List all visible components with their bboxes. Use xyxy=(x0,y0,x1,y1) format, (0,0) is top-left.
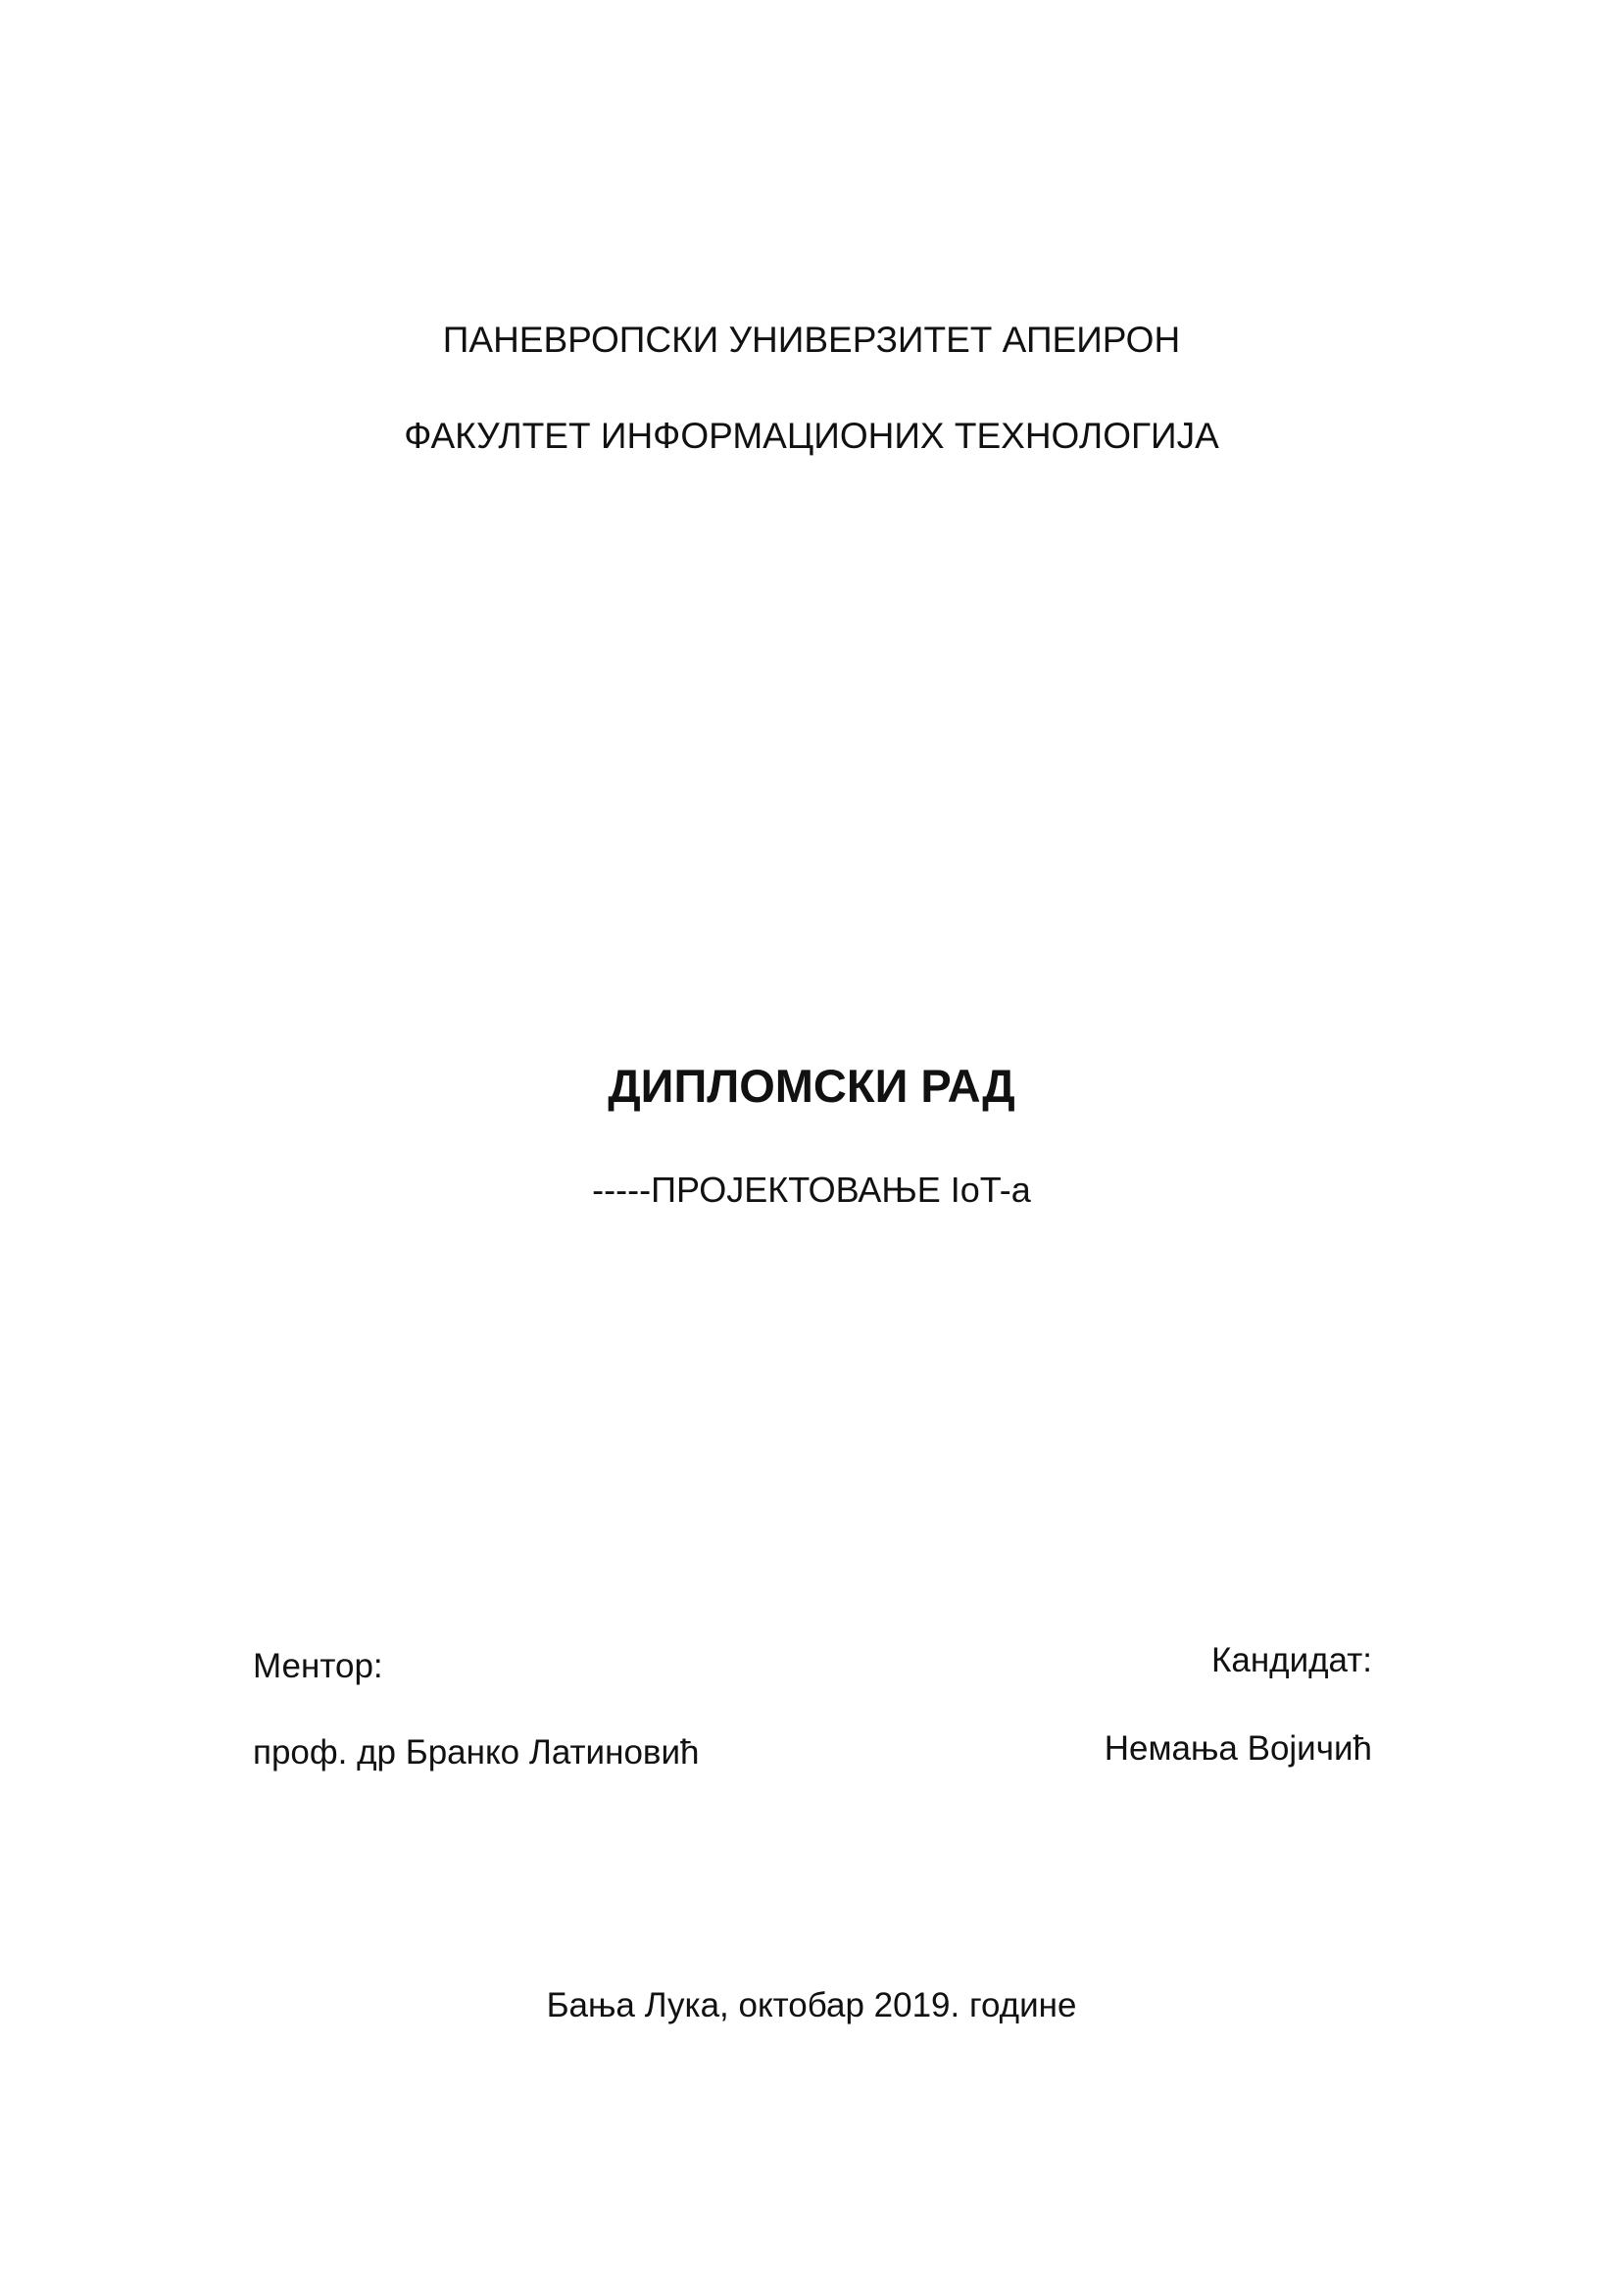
candidate-name: Немања Војичић xyxy=(1104,1729,1372,1768)
faculty-name: ФАКУЛТЕТ ИНФОРМАЦИОНИХ ТЕХНОЛОГИЈА xyxy=(404,416,1219,456)
mentor-label: Ментор: xyxy=(253,1647,383,1685)
mentor-name: проф. др Бранко Латиновић xyxy=(253,1733,700,1772)
thesis-title: -----ПРОЈЕКТОВАЊЕ IoT-a xyxy=(592,1170,1031,1210)
thesis-type-heading: ДИПЛОМСКИ РАД xyxy=(608,1060,1015,1112)
university-name: ПАНЕВРОПСКИ УНИВЕРЗИТЕТ АПЕИРОН xyxy=(442,320,1181,360)
candidate-label: Кандидат: xyxy=(1210,1641,1372,1679)
place-and-date: Бања Лука, октобар 2019. године xyxy=(546,1986,1077,2024)
